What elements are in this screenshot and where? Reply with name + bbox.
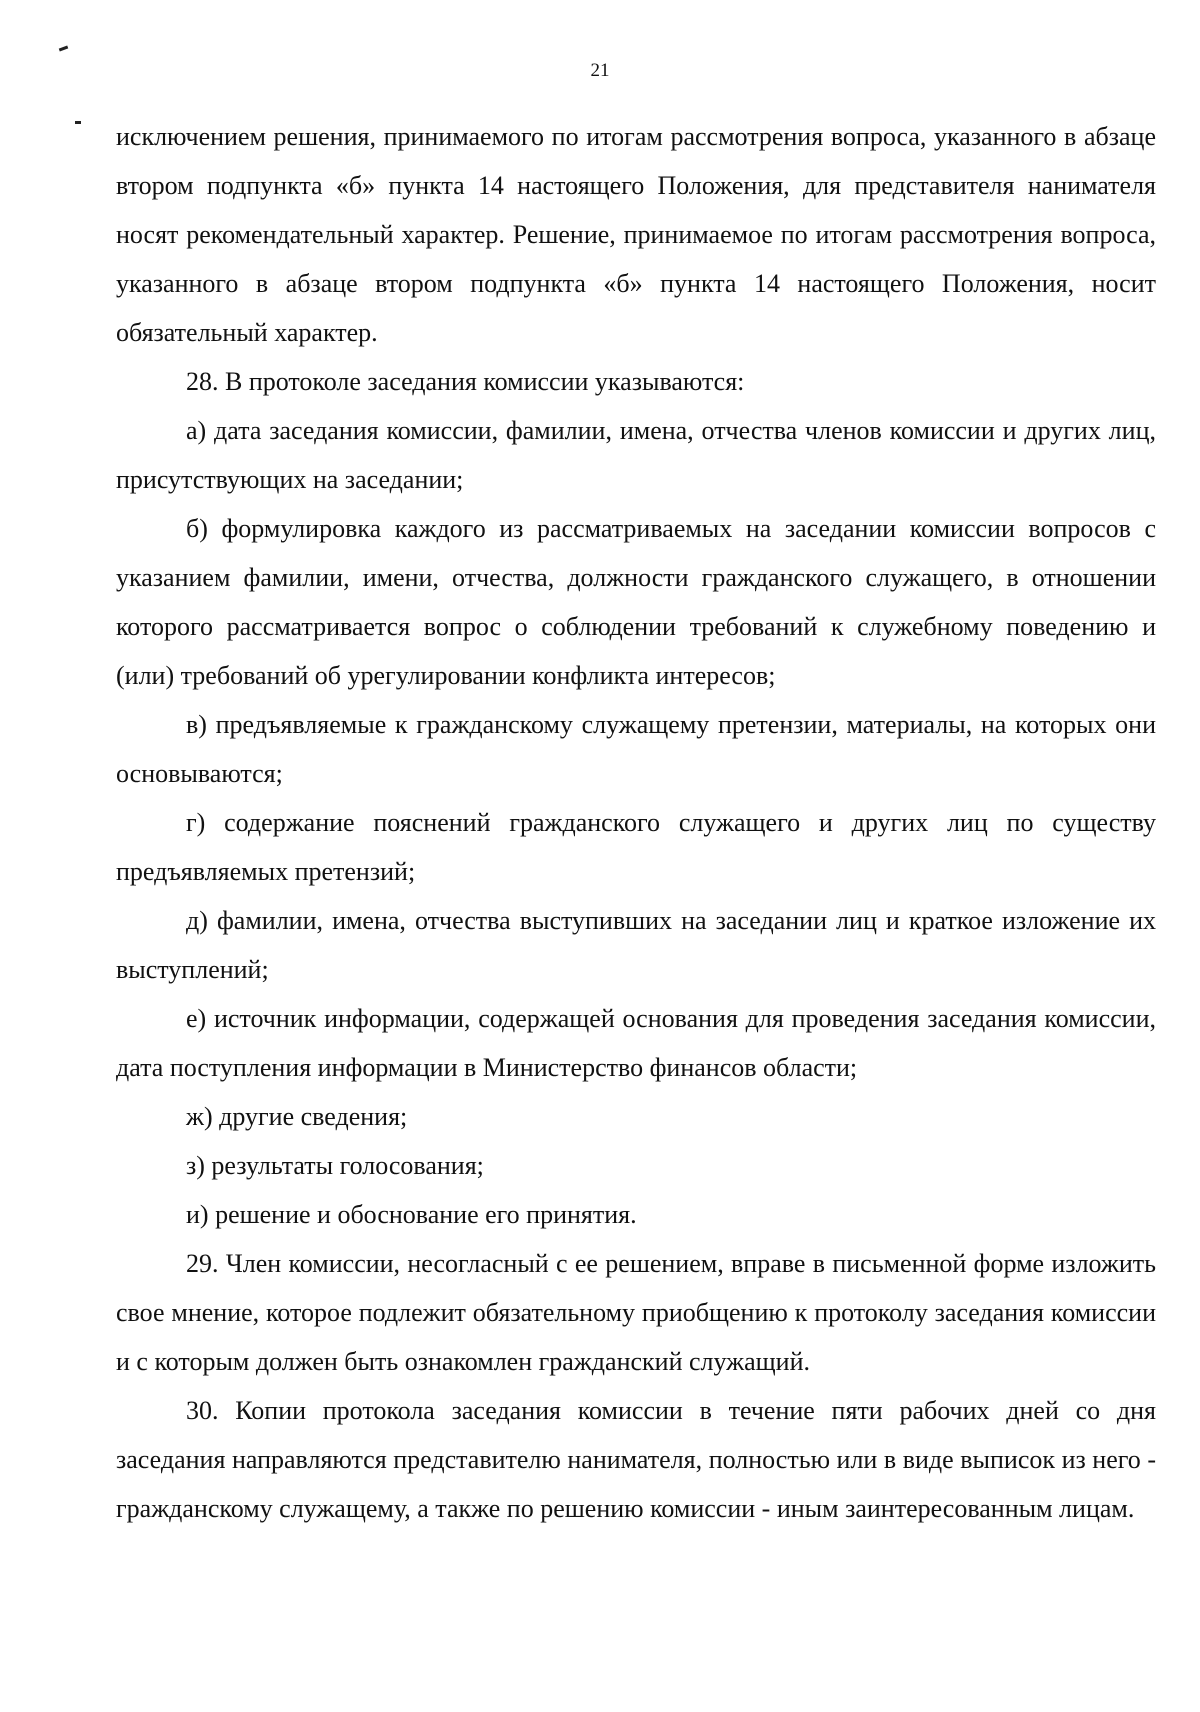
paragraph-item-29: 29. Член комиссии, несогласный с ее решением, вправе в письменной форме изложить свое мнение, которое подлежит обязательному приобщению к протоколу заседания комиссии и с которым должен быть ознакомлен гражданский служащий.: [116, 1249, 1156, 1376]
paragraph-subitem-z: з) результаты голосования;: [186, 1151, 484, 1180]
paragraph-subitem-a: а) дата заседания комиссии, фамилии, имена, отчества членов комиссии и других лиц, присутствующих на заседании;: [116, 416, 1156, 494]
paragraph-subitem-g: г) содержание пояснений гражданского служащего и других лиц по существу предъявляемых претензий;: [116, 808, 1156, 886]
paragraph-subitem-d: д) фамилии, имена, отчества выступивших на заседании лиц и краткое изложение их выступлений;: [116, 906, 1156, 984]
paragraph-continuation: исключением решения, принимаемого по итогам рассмотрения вопроса, указанного в абзаце втором подпункта «б» пункта 14 настоящего Положения, для представителя нанимателя носят рекомендательный характер. Решение, принимаемое по итогам рассмотрения вопроса, указанного в абзаце втором подпункта «б» пункта 14 настоящего Положения, носит обязательный характер.: [116, 122, 1156, 347]
paragraph-item-28: 28. В протоколе заседания комиссии указываются:: [186, 367, 745, 396]
paragraph-item-30: 30. Копии протокола заседания комиссии в течение пяти рабочих дней со дня заседания направляются представителю нанимателя, полностью или в виде выписок из него - гражданскому служащему, а также по решению комиссии - иным заинтересованным лицам.: [116, 1396, 1156, 1523]
document-body: [116, 112, 1156, 1533]
scan-artifact-mark: [75, 121, 81, 124]
paragraph-subitem-i: и) решение и обоснование его принятия.: [186, 1200, 637, 1229]
scan-artifact-mark: [59, 46, 68, 52]
paragraph-subitem-zh: ж) другие сведения;: [186, 1102, 408, 1131]
paragraph-subitem-e: е) источник информации, содержащей основания для проведения заседания комиссии, дата поступления информации в Министерство финансов области;: [116, 1004, 1156, 1082]
paragraph-subitem-b: б) формулировка каждого из рассматриваемых на заседании комиссии вопросов с указанием фамилии, имени, отчества, должности гражданского служащего, в отношении которого рассматривается вопрос о соблюдении требований к служебному поведению и (или) требований об урегулировании конфликта интересов;: [116, 514, 1156, 690]
paragraph-subitem-v: в) предъявляемые к гражданскому служащему претензии, материалы, на которых они основываются;: [116, 710, 1156, 788]
page-number: 21: [590, 60, 610, 81]
